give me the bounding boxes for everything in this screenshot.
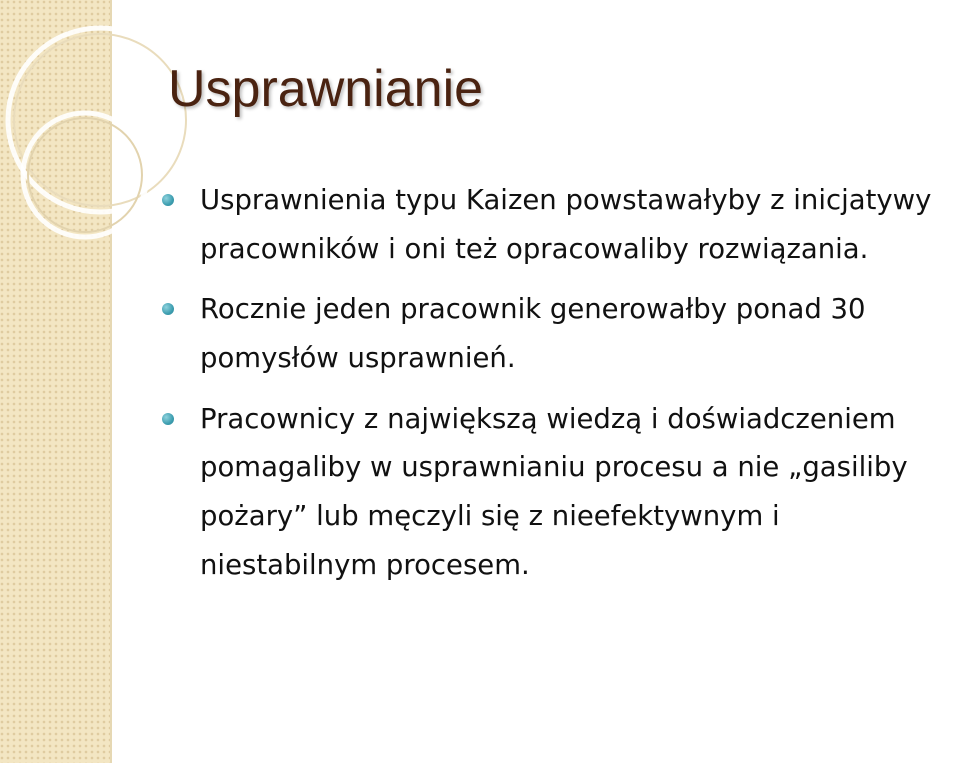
bullet-dot-icon (162, 194, 174, 206)
bullet-list (162, 176, 952, 601)
bullet-item (162, 176, 952, 273)
bullet-text: Usprawnienia typu Kaizen powstawałyby z inicjatywy pracowników i oni też opracowaliby rozwiązania. (200, 184, 932, 265)
bullet-text: Rocznie jeden pracownik generowałby ponad 30 pomysłów usprawnień. (200, 293, 866, 375)
slide-title: Usprawnianie (168, 60, 484, 118)
bullet-item (162, 395, 952, 590)
bullet-dot-icon (162, 303, 174, 315)
bullet-text: Pracownicy z największą wiedzą i doświadczeniem pomagaliby w usprawnianiu procesu a nie „gasiliby pożary” lub męczyli się z nieefektywnym i niestabilnym procesem. (200, 402, 908, 581)
bullet-item (162, 285, 952, 382)
decorative-side-band (0, 0, 112, 763)
bullet-dot-icon (162, 413, 174, 425)
